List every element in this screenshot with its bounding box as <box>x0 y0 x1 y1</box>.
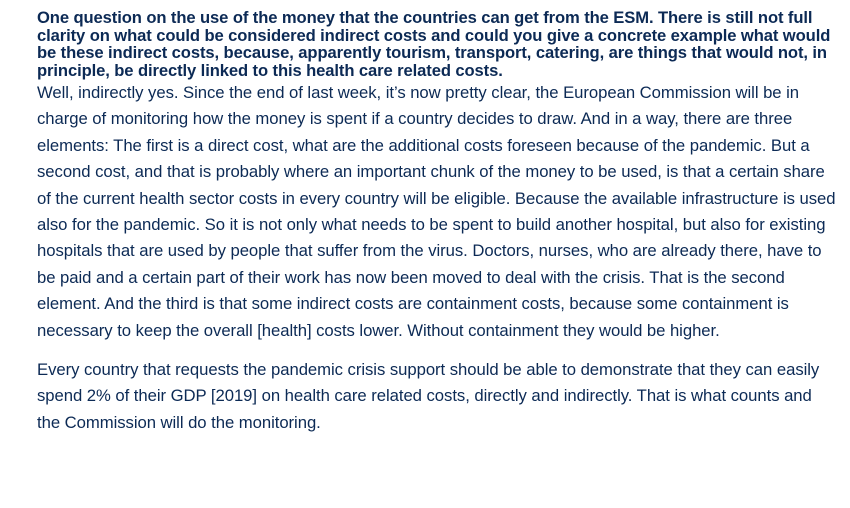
answer-paragraph-1: Well, indirectly yes. Since the end of last week, it’s now pretty clear, the European Commission will be in charge of monitoring how the money is spent if a country decides to draw. And in a way, there are three elements: The first is a direct cost, what are the additional costs foreseen because of the pandemic. But a second cost, and that is probably where an important chunk of the money to be used, is that a certain share of the current health sector costs in every country will be eligible. Because the available infrastructure is used also for the pandemic. So it is not only what needs to be spent to build another hospital, but also for existing hospitals that are used by people that suffer from the virus. Doctors, nurses, who are already there, have to be paid and a certain part of their work has now been moved to deal with the crisis. That is the second element. And the third is that some indirect costs are containment costs, because some containment is necessary to keep the overall [health] costs lower. Without containment they would be higher. <box>37 83 836 340</box>
question-text: One question on the use of the money that the countries can get from the ESM. There is still not full clarity on what could be considered indirect costs and could you give a concrete example what would be these indirect costs, because, apparently tourism, transport, catering, are things that would not, in principle, be directly linked to this health care related costs. <box>37 8 831 80</box>
answer-paragraph-2: Every country that requests the pandemic crisis support should be able to demonstrate that they can easily spend 2% of their GDP [2019] on health care related costs, directly and indirectly. That is what counts and the Commission will do the monitoring. <box>37 360 820 432</box>
transcript-excerpt <box>37 9 837 436</box>
